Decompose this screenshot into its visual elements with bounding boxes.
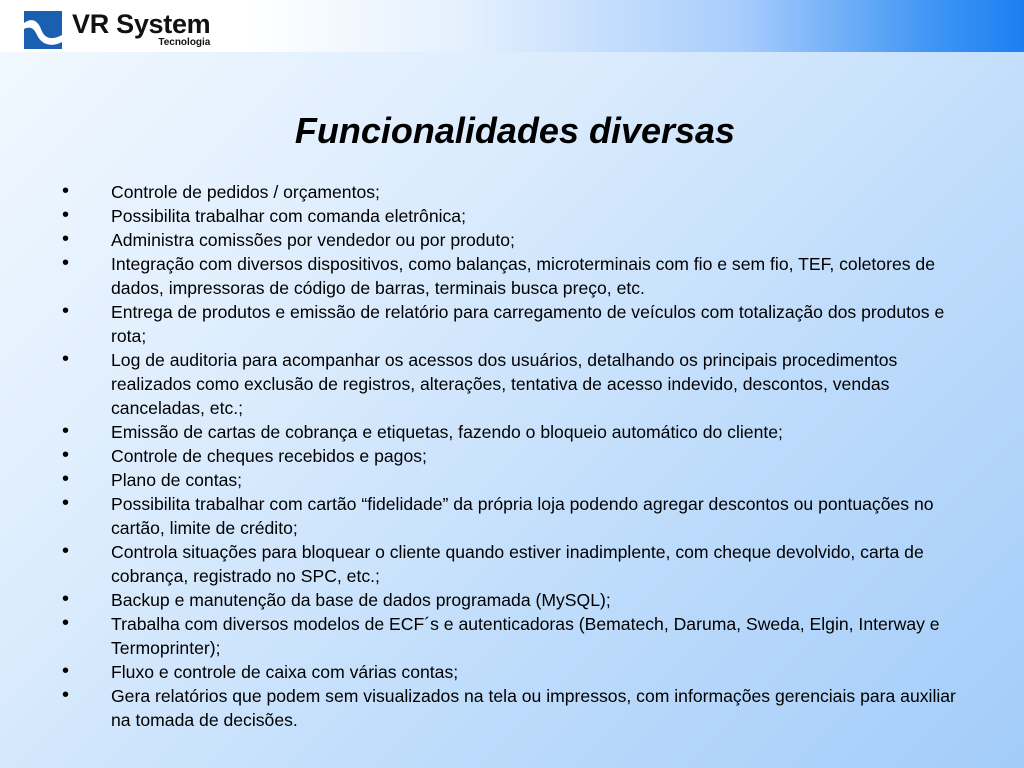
feature-list (62, 180, 972, 732)
list-item-text: Gera relatórios que podem sem visualizados na tela ou impressos, com informações gerenciais para auxiliar na tomada de decisões. (111, 686, 956, 730)
bullet-icon: • (62, 420, 70, 442)
list-item (62, 492, 972, 540)
list-item (62, 228, 972, 252)
list-item (62, 252, 972, 300)
bullet-icon: • (62, 684, 70, 706)
bullet-icon: • (62, 228, 70, 250)
list-item (62, 204, 972, 228)
list-item (62, 180, 972, 204)
list-item (62, 348, 972, 420)
list-item (62, 660, 972, 684)
bullet-icon: • (62, 252, 70, 274)
list-item-text: Integração com diversos dispositivos, como balanças, microterminais com fio e sem fio, TEF, coletores de dados, impressoras de código de barras, terminais busca preço, etc. (111, 254, 935, 298)
list-item (62, 420, 972, 444)
bullet-icon: • (62, 468, 70, 490)
bullet-icon: • (62, 492, 70, 514)
list-item (62, 588, 972, 612)
bullet-icon: • (62, 300, 70, 322)
list-item (62, 444, 972, 468)
list-item-text: Controle de cheques recebidos e pagos; (111, 446, 427, 466)
bullet-icon: • (62, 612, 70, 634)
list-item (62, 300, 972, 348)
list-item-text: Log de auditoria para acompanhar os acessos dos usuários, detalhando os principais procedimentos realizados como exclusão de registros, alterações, tentativa de acesso indevido, descontos, vendas canceladas, etc.; (111, 350, 898, 418)
list-item-text: Fluxo e controle de caixa com várias contas; (111, 662, 459, 682)
bullet-icon: • (62, 540, 70, 562)
list-item-text: Controle de pedidos / orçamentos; (111, 182, 380, 202)
list-item-text: Backup e manutenção da base de dados programada (MySQL); (111, 590, 611, 610)
list-item-text: Entrega de produtos e emissão de relatório para carregamento de veículos com totalização dos produtos e rota; (111, 302, 945, 346)
logo-text (72, 11, 210, 49)
list-item-text: Controla situações para bloquear o cliente quando estiver inadimplente, com cheque devolvido, carta de cobrança, registrado no SPC, etc.; (111, 542, 924, 586)
bullet-icon: • (62, 444, 70, 466)
list-item-text: Trabalha com diversos modelos de ECF´s e autenticadoras (Bematech, Daruma, Sweda, Elgin, Interway e Termoprinter); (111, 614, 940, 658)
list-item-text: Administra comissões por vendedor ou por produto; (111, 230, 515, 250)
list-item (62, 684, 972, 732)
slide-title: Funcionalidades diversas (294, 110, 736, 151)
company-logo (24, 11, 210, 49)
logo-subtitle: Tecnologia (158, 37, 211, 48)
list-item-text: Emissão de cartas de cobrança e etiquetas, fazendo o bloqueio automático do cliente; (111, 422, 783, 442)
bullet-icon: • (62, 348, 70, 370)
list-item-text: Possibilita trabalhar com comanda eletrônica; (111, 206, 466, 226)
list-item-text: Plano de contas; (111, 470, 243, 490)
list-item (62, 540, 972, 588)
list-item (62, 468, 972, 492)
list-item (62, 612, 972, 660)
bullet-icon: • (62, 588, 70, 610)
logo-wave-icon (24, 11, 62, 49)
bullet-icon: • (62, 180, 70, 202)
bullet-icon: • (62, 660, 70, 682)
bullet-icon: • (62, 204, 70, 226)
logo-name: VR System (72, 9, 211, 39)
list-item-text: Possibilita trabalhar com cartão “fidelidade” da própria loja podendo agregar descontos ou pontuações no cartão, limite de crédito; (111, 494, 934, 538)
